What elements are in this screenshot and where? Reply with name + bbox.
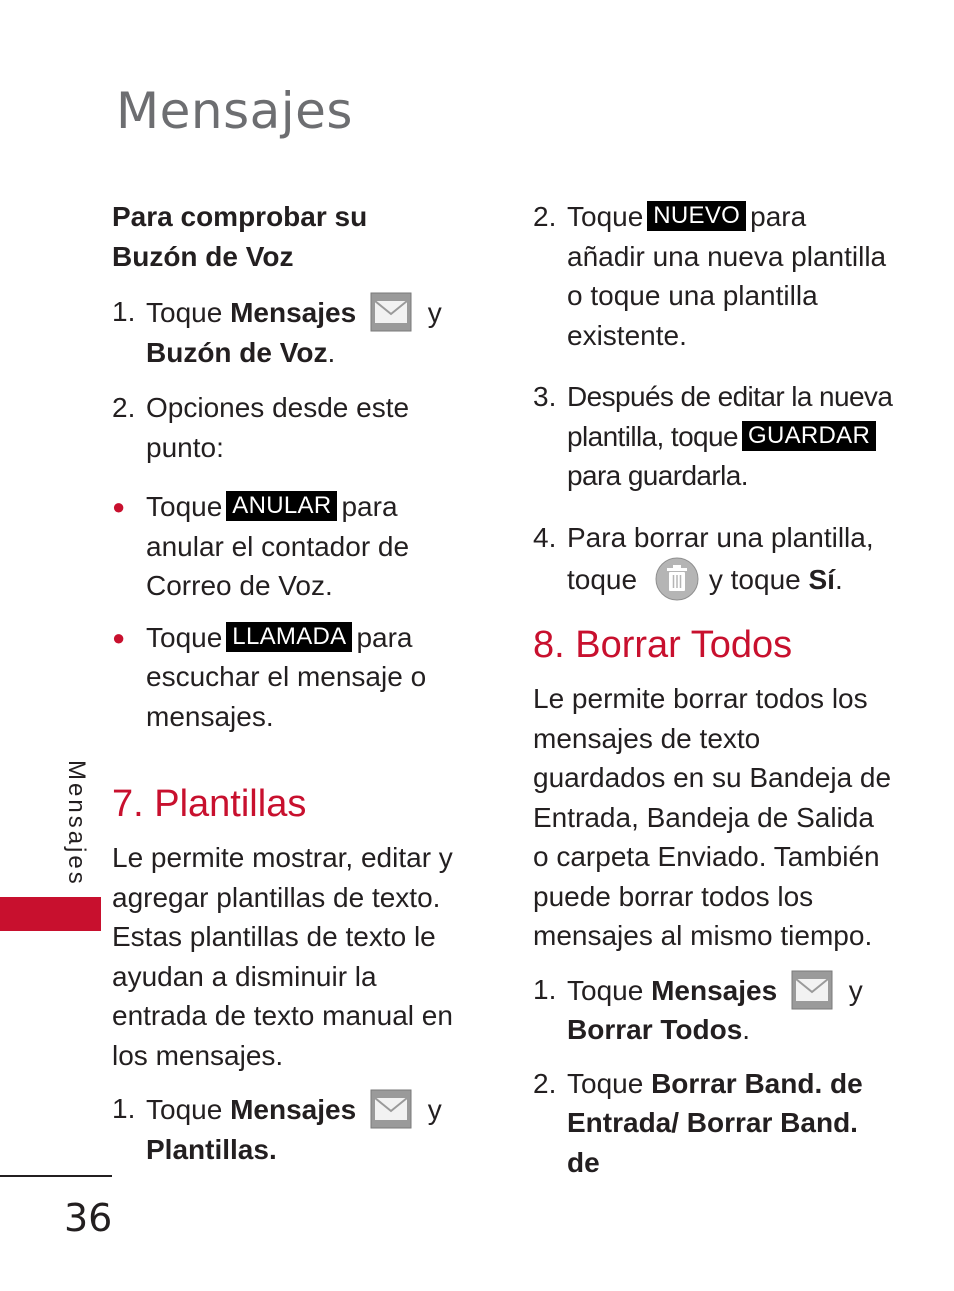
envelope-icon	[791, 970, 833, 1010]
section-tab-marker	[0, 897, 101, 931]
bullet-text: Toque LLAMADA para escuchar el mensaje o mensajes.	[146, 621, 427, 732]
step-number: 4.	[533, 521, 557, 553]
step-text: Toque Mensajes y Plantillas.	[146, 1089, 442, 1169]
bullet-text: Toque ANULAR para anular el contador de Correo de Voz.	[146, 491, 410, 601]
guardar-softkey-label: GUARDAR	[742, 421, 876, 451]
step-number: 1.	[533, 973, 557, 1005]
list-item	[533, 518, 903, 602]
nuevo-softkey-label: NUEVO	[647, 201, 746, 231]
step-text: Toque Mensajes y Borrar Todos.	[567, 970, 863, 1050]
voicemail-heading: Para comprobar su Buzón de Voz	[112, 201, 368, 272]
step-text: Para borrar una plantilla, toque y toque Sí.	[567, 518, 897, 602]
step-number: 2.	[533, 1067, 557, 1099]
list-item	[112, 388, 472, 467]
step-text: Toque Mensajes y Buzón de Voz.	[146, 292, 442, 372]
list-item	[533, 970, 903, 1050]
list-item	[112, 1089, 472, 1169]
step-number: 1.	[112, 1093, 136, 1124]
llamada-softkey-label: LLAMADA	[226, 622, 352, 652]
list-item	[112, 487, 472, 606]
section-title-plantillas: 7. Plantillas	[112, 783, 307, 825]
list-item	[533, 377, 903, 496]
section-title-borrar-todos: 8. Borrar Todos	[533, 624, 793, 666]
footer-divider	[0, 1175, 112, 1177]
step-number: 1.	[112, 296, 136, 327]
side-section-label: Mensajes	[63, 760, 90, 887]
page-title: Mensajes	[116, 82, 353, 140]
step-text: Toque NUEVO para añadir una nueva plantilla o toque una plantilla existente.	[567, 201, 887, 351]
page-number: 36	[64, 1196, 113, 1240]
envelope-icon	[370, 1089, 412, 1129]
step-number: 2.	[533, 201, 557, 232]
section-body-borrar-todos: Le permite borrar todos los mensajes de texto guardados en su Bandeja de Entrada, Bandeja de Salida o carpeta Enviado. También puede borrar todos los mensajes al mismo tiempo.	[533, 683, 892, 951]
list-item	[533, 197, 903, 355]
section-body-plantillas: Le permite mostrar, editar y agregar plantillas de texto. Estas plantillas de texto le ayudan a disminuir la entrada de texto manual en los mensajes.	[112, 842, 453, 1071]
step-number: 2.	[112, 392, 136, 423]
anular-softkey-label: ANULAR	[226, 491, 337, 521]
right-column	[533, 197, 903, 1182]
step-text: Opciones desde este punto:	[146, 392, 410, 463]
list-item	[533, 1064, 903, 1183]
list-item	[112, 292, 472, 372]
list-item	[112, 618, 472, 737]
step-text: Después de editar la nueva plantilla, toque GUARDARpara guardarla.	[567, 381, 893, 491]
bullet-icon: ●	[112, 494, 126, 519]
left-column	[112, 197, 472, 1169]
trash-icon	[655, 557, 699, 601]
bullet-icon: ●	[112, 624, 126, 650]
step-text: Toque Borrar Band. de Entrada/ Borrar Band. de	[567, 1067, 863, 1178]
envelope-icon	[370, 292, 412, 332]
step-number: 3.	[533, 381, 557, 412]
